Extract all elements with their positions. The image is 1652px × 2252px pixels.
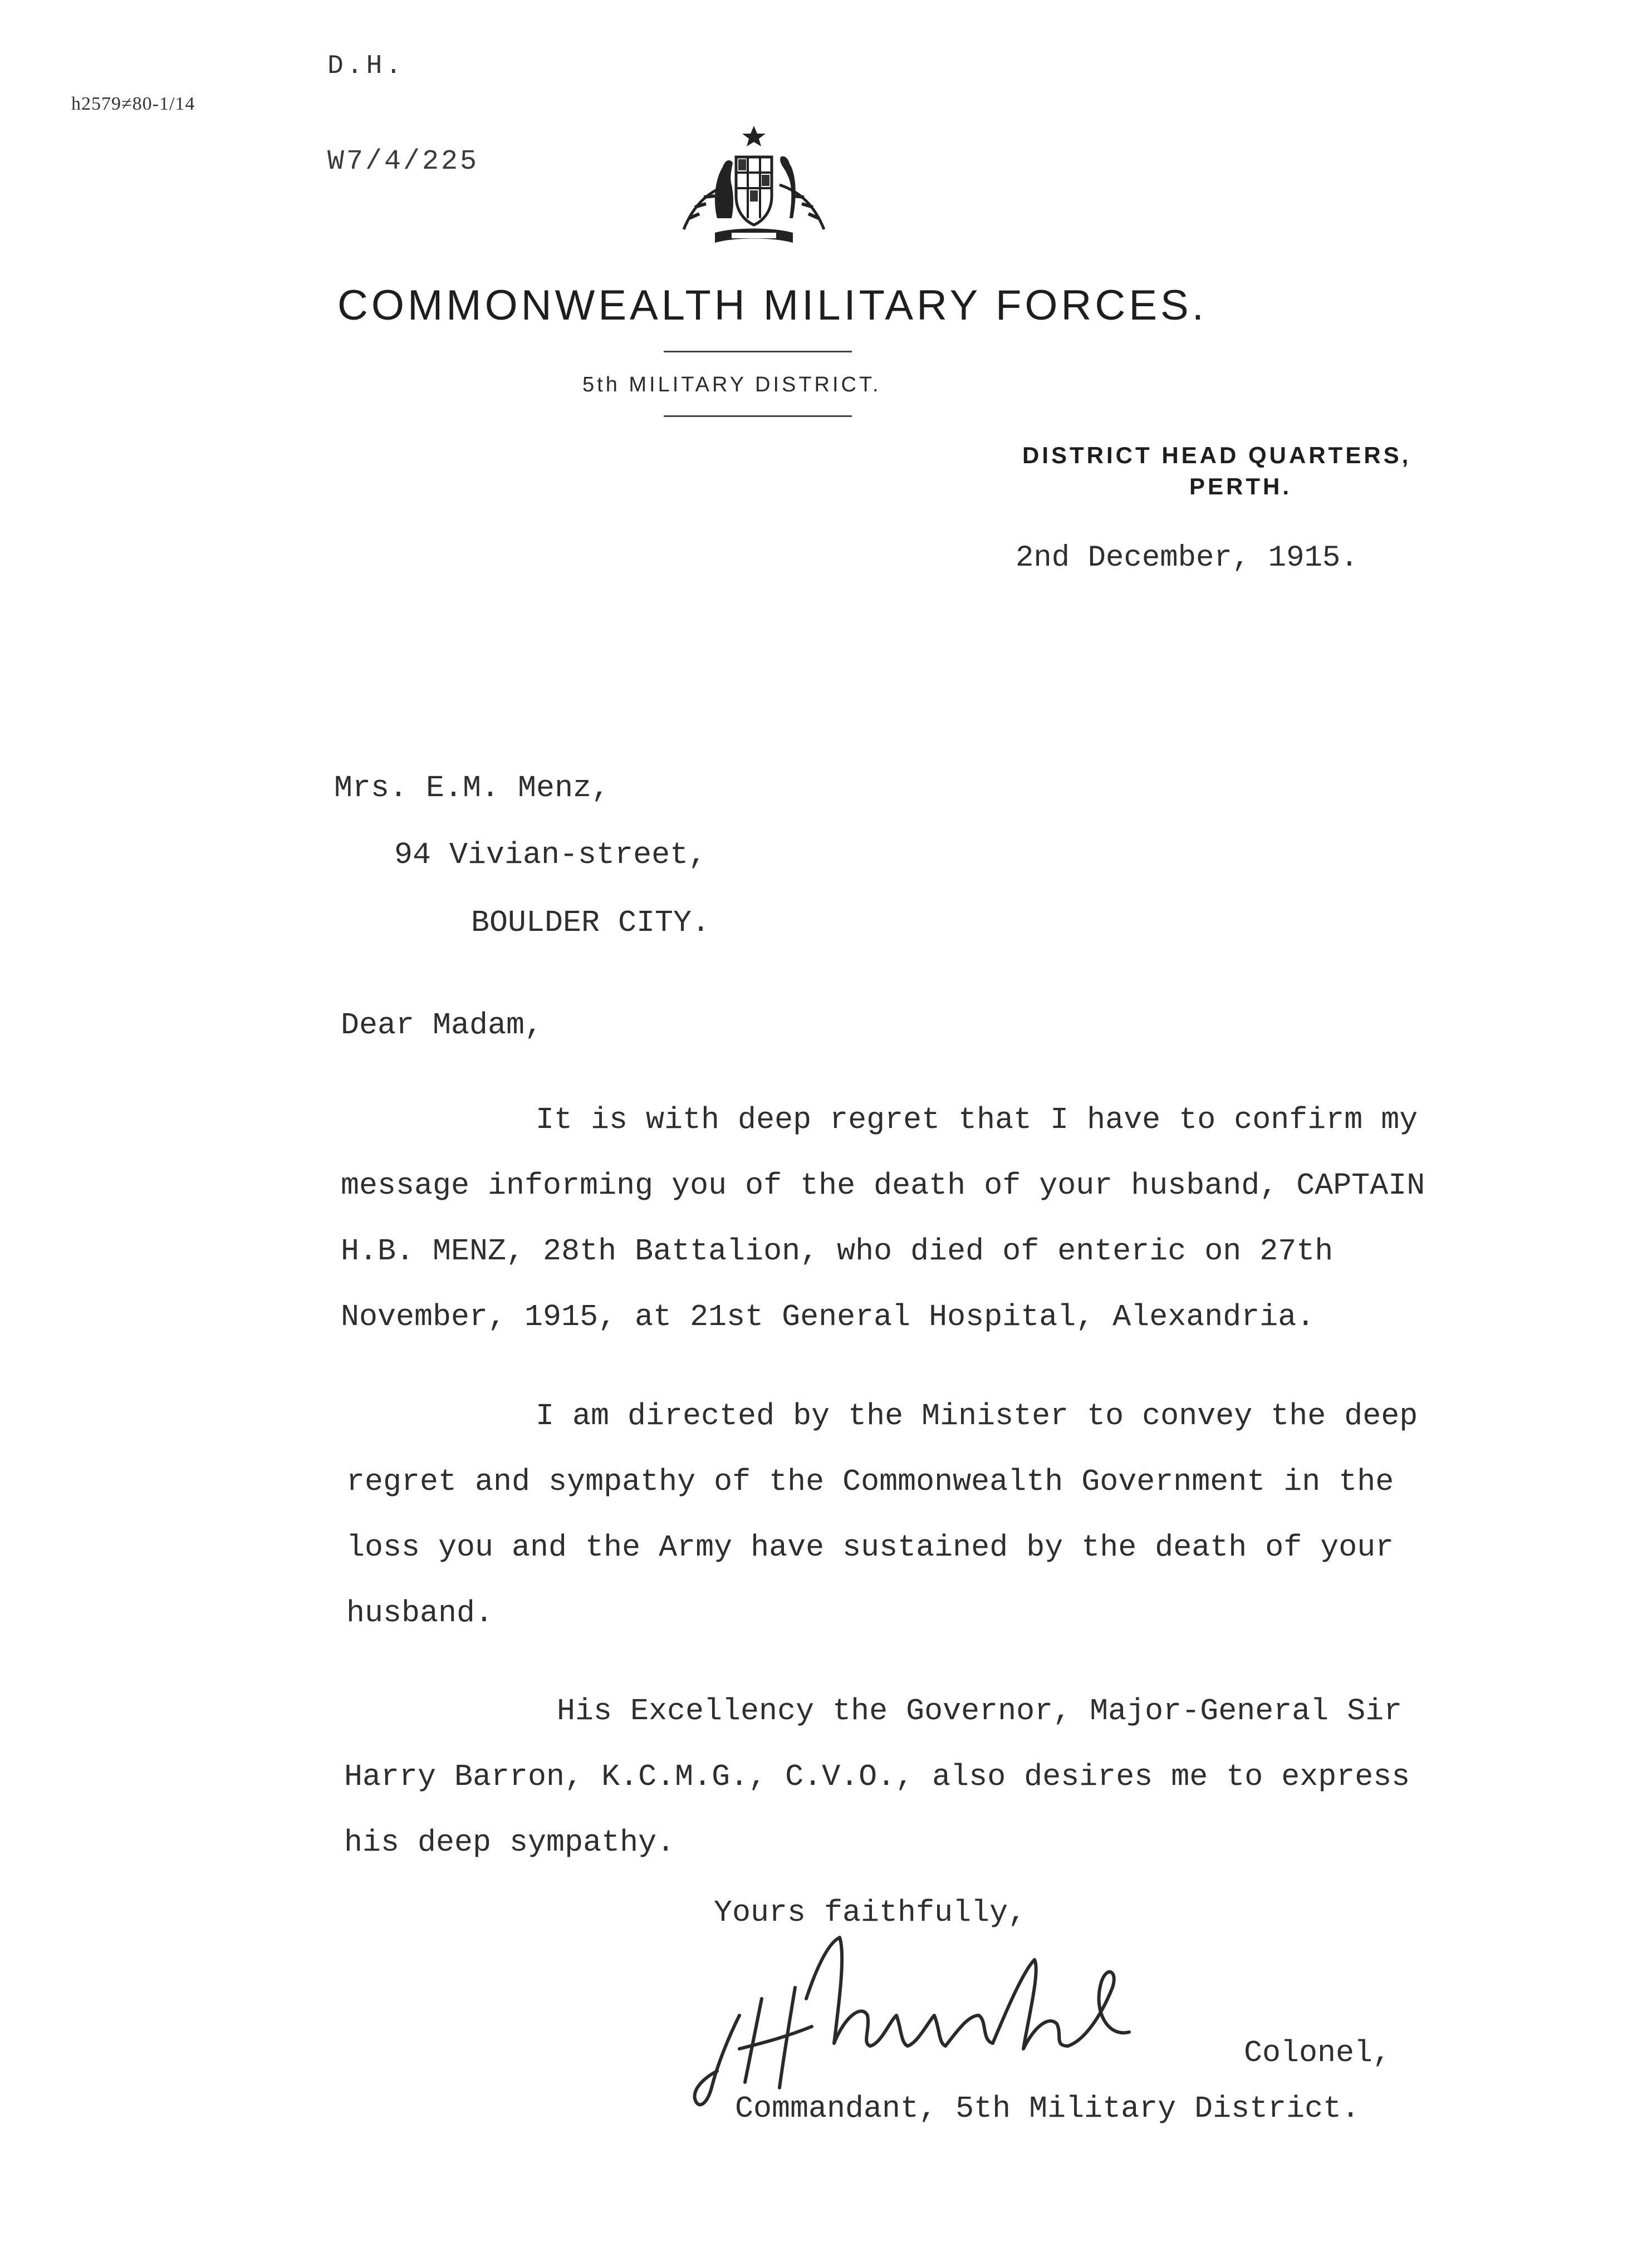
dh-mark: D.H.	[327, 51, 405, 81]
letter-date: 2nd December, 1915.	[1016, 541, 1359, 575]
body-line: message informing you of the death of your husband, CAPTAIN	[341, 1168, 1425, 1203]
body-line: H.B. MENZ, 28th Battalion, who died of enteric on 27th	[341, 1234, 1334, 1269]
district-name: 5th MILITARY DISTRICT.	[582, 373, 881, 396]
signatory-title: Commandant, 5th Military District.	[735, 2091, 1360, 2126]
body-line: His Excellency the Governor, Major-General Sir	[557, 1694, 1403, 1729]
handwritten-signature	[678, 1932, 1213, 2116]
divider	[664, 415, 852, 417]
body-line: loss you and the Army have sustained by the death of your	[346, 1530, 1394, 1565]
coat-of-arms-icon	[678, 124, 830, 253]
headquarters-city: PERTH.	[1189, 473, 1292, 499]
body-line: husband.	[346, 1596, 494, 1631]
body-line: It is with deep regret that I have to confirm my	[536, 1102, 1418, 1137]
archive-reference-stamp: h2579≠80-1/14	[71, 94, 195, 114]
headquarters-line: DISTRICT HEAD QUARTERS,	[1022, 442, 1411, 468]
body-line: regret and sympathy of the Commonwealth Government in the	[346, 1464, 1394, 1499]
signatory-rank: Colonel,	[1244, 2035, 1391, 2071]
divider	[664, 351, 852, 352]
organisation-title: COMMONWEALTH MILITARY FORCES.	[337, 282, 1207, 329]
closing: Yours faithfully,	[714, 1895, 1027, 1930]
recipient-address-line: BOULDER CITY.	[471, 905, 710, 940]
file-reference: W7/4/225	[327, 146, 479, 178]
recipient-name: Mrs. E.M. Menz,	[334, 771, 610, 806]
recipient-address-line: 94 Vivian-street,	[394, 837, 707, 872]
body-line: his deep sympathy.	[344, 1825, 675, 1860]
body-line: Harry Barron, K.C.M.G., C.V.O., also desires me to express	[344, 1759, 1410, 1794]
salutation: Dear Madam,	[341, 1008, 543, 1043]
body-line: November, 1915, at 21st General Hospital, Alexandria.	[341, 1299, 1315, 1334]
body-line: I am directed by the Minister to convey the deep	[536, 1399, 1418, 1434]
